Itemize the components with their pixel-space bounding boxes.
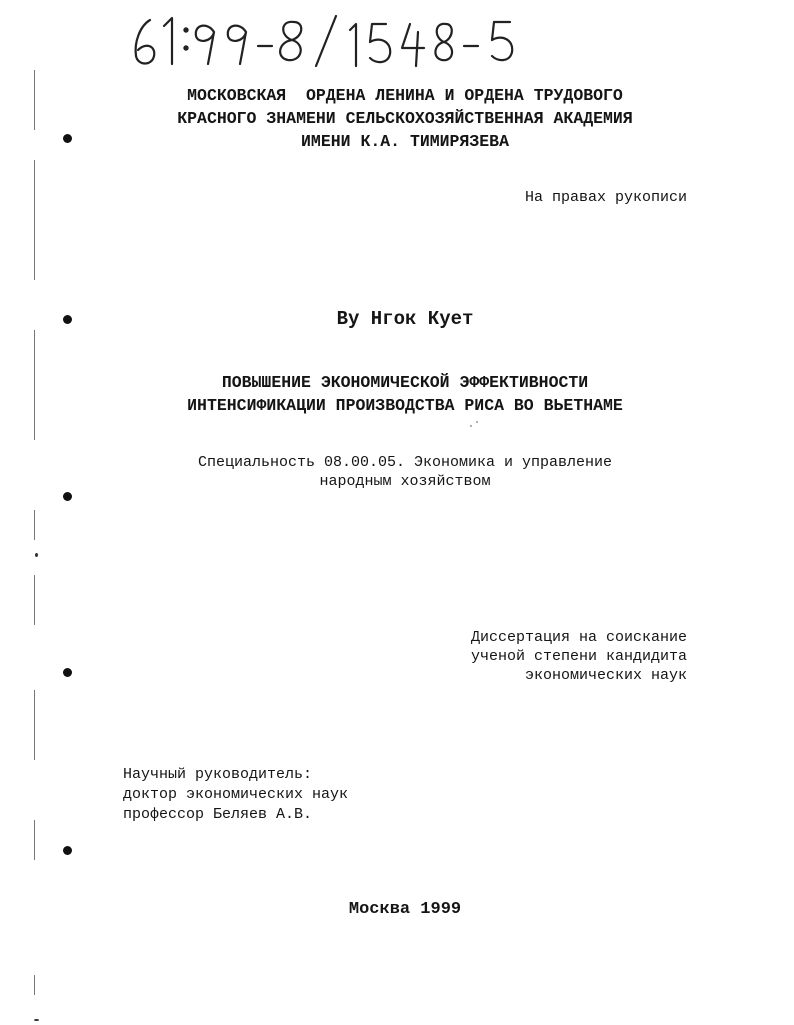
institution-name: [80, 84, 730, 153]
handwritten-catalog-number: [128, 12, 528, 70]
scan-edge-line: [34, 510, 35, 540]
supervisor-line-3: профессор Беляев А.В.: [123, 806, 313, 823]
specialty-line-2: народным хозяйством: [319, 473, 491, 490]
specialty-line-1: Специальность 08.00.05. Экономика и управление: [197, 454, 613, 471]
institution-line-2: КРАСНОГО ЗНАМЕНИ СЕЛЬСКОХОЗЯЙСТВЕННАЯ АКАДЕМИЯ: [177, 109, 633, 128]
title-line-2: ИНТЕНСИФИКАЦИИ ПРОИЗВОДСТВА РИСА ВО ВЬЕТНАМЕ: [187, 396, 623, 415]
binding-hole-mark: [63, 134, 72, 143]
city-and-year: Москва 1999: [348, 900, 462, 919]
institution-line-3: ИМЕНИ К.А. ТИМИРЯЗЕВА: [301, 132, 509, 151]
scan-edge-line: [34, 975, 35, 995]
binding-hole-mark: [63, 846, 72, 855]
dissertation-title: [80, 371, 730, 417]
scientific-supervisor: [123, 765, 348, 825]
dissertation-line-1: Диссертация на соискание: [470, 629, 687, 646]
scan-speck: [35, 553, 38, 557]
supervisor-line-2: доктор экономических наук: [123, 786, 349, 803]
author-name: Ву Нгок Кует: [336, 308, 474, 330]
specialty: [80, 453, 730, 491]
dissertation-line-2: ученой степени кандидита: [470, 648, 687, 665]
institution-line-1: МОСКОВСКАЯ ОРДЕНА ЛЕНИНА И ОРДЕНА ТРУДОВОГО: [187, 86, 623, 105]
binding-hole-mark: [63, 492, 72, 501]
scan-edge-line: [34, 330, 35, 440]
scan-edge-line: [34, 690, 35, 760]
scan-edge-line: [34, 70, 35, 130]
binding-hole-mark: [63, 315, 72, 324]
scan-edge-line: [34, 820, 35, 860]
dissertation-line-3: экономических наук: [524, 667, 687, 684]
manuscript-rights-note: На правах рукописи: [524, 189, 687, 206]
scan-speck: [470, 425, 472, 427]
scan-speck: [34, 1019, 39, 1021]
scan-edge-line: [34, 575, 35, 625]
supervisor-line-1: Научный руководитель:: [123, 766, 313, 783]
title-line-1: ПОВЫШЕНИЕ ЭКОНОМИЧЕСКОЙ ЭФФЕКТИВНОСТИ: [221, 373, 589, 392]
scan-edge-line: [34, 160, 35, 280]
scan-speck: [476, 421, 478, 423]
dissertation-degree: [471, 628, 687, 685]
binding-hole-mark: [63, 668, 72, 677]
handwritten-number-drawing: [128, 12, 528, 70]
